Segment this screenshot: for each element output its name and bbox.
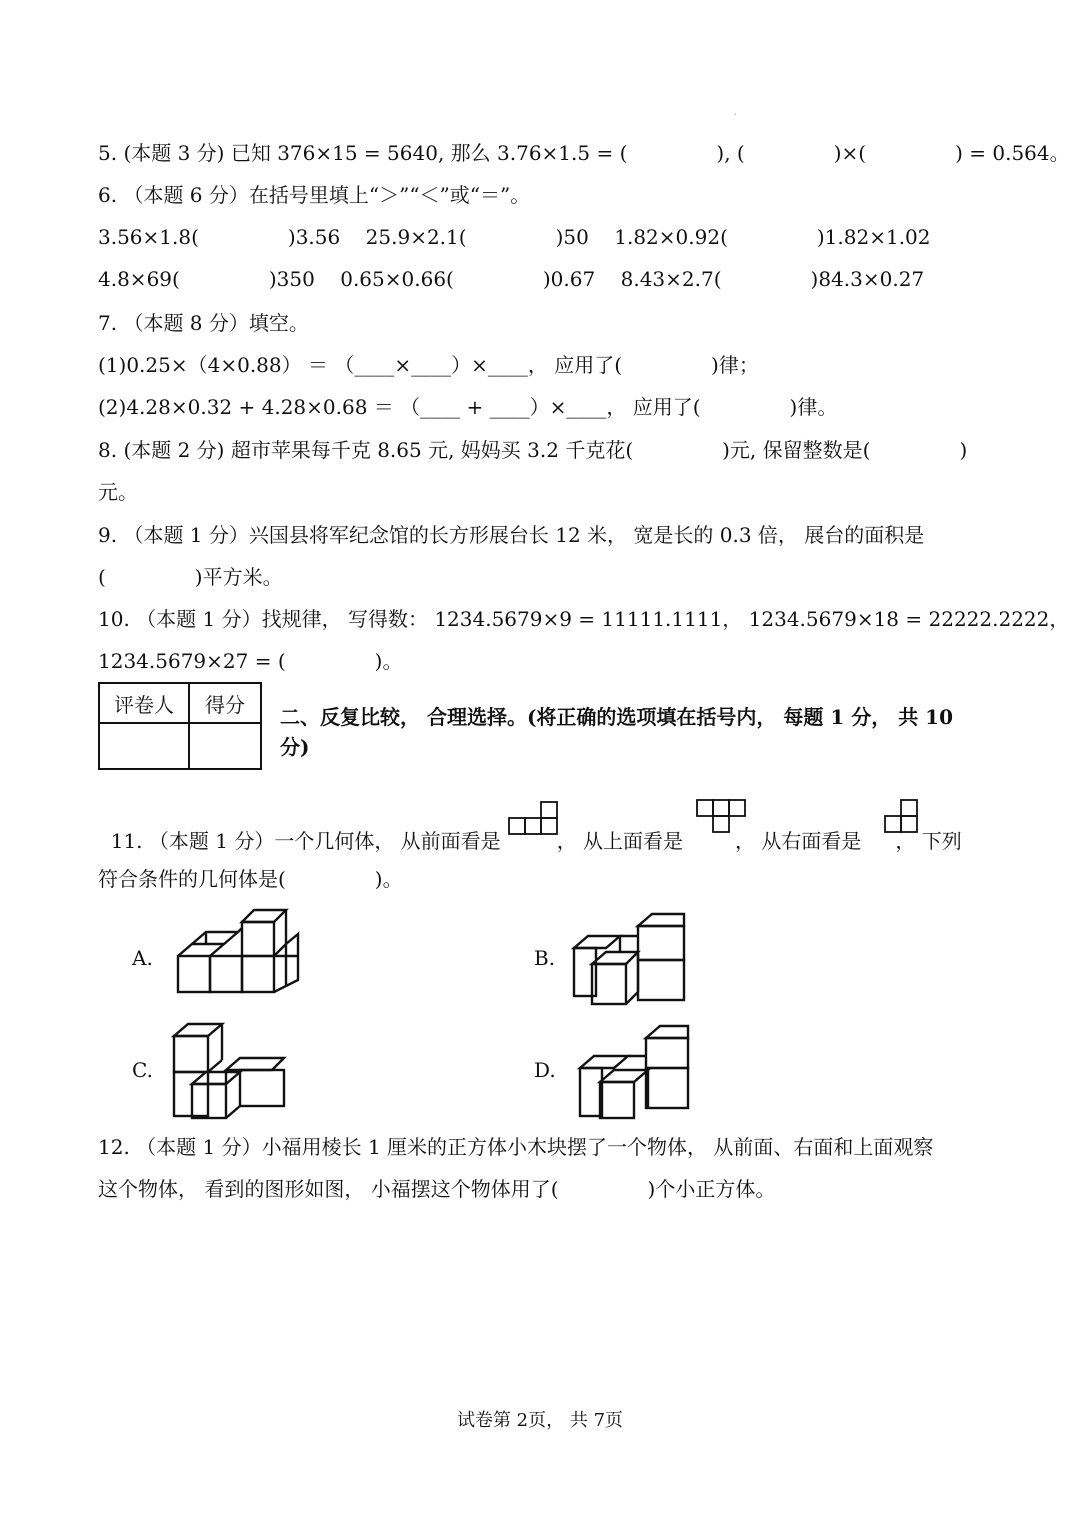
option-c-label: C.	[132, 1058, 153, 1082]
question-7-part-2: (2)4.28×0.32 + 4.28×0.68 ＝ （____ + ____）×____， 应用了( )律。	[98, 395, 838, 419]
section-2-title-line-1: 二、反复比较， 合理选择。(将正确的选项填在括号内， 每题 1 分， 共 10	[280, 705, 953, 729]
question-9-line-2: ( )平方米。	[98, 565, 283, 589]
front-view-figure	[508, 800, 562, 836]
scan-mark: '	[734, 112, 737, 121]
option-a-figure	[176, 908, 302, 996]
question-5: 5. (本题 3 分) 已知 376×15 = 5640, 那么 3.76×1.5 = ( ), ( )×( ) = 0.564。	[98, 141, 1070, 165]
option-d-label: D.	[534, 1058, 556, 1082]
right-view-figure	[884, 798, 920, 834]
question-7: 7. （本题 8 分）填空。	[98, 311, 309, 335]
question-6: 6. （本题 6 分）在括号里填上“＞”“＜”或“＝”。	[98, 183, 531, 207]
score-table-score-cell	[189, 723, 261, 769]
question-9-line-1: 9. （本题 1 分）兴国县将军纪念馆的长方形展台长 12 米， 宽是长的 0.3 倍， 展台的面积是	[98, 523, 925, 547]
question-11-text-4: ， 下列	[895, 829, 962, 853]
option-b-label: B.	[534, 946, 556, 970]
score-table	[98, 682, 262, 770]
page-footer: 试卷第 2页， 共 7页	[456, 1410, 624, 1431]
question-11-line-2: 符合条件的几何体是( )。	[98, 867, 403, 891]
section-2-title-line-2: 分)	[280, 735, 310, 759]
question-8-line-1: 8. (本题 2 分) 超市苹果每千克 8.65 元, 妈妈买 3.2 千克花( )元, 保留整数是( )	[98, 438, 968, 462]
question-12-line-2: 这个物体， 看到的图形如图， 小福摆这个物体用了( )个小正方体。	[98, 1177, 776, 1201]
option-a-label: A.	[132, 946, 153, 970]
top-view-figure	[696, 798, 750, 838]
question-7-part-1: (1)0.25×（4×0.88） ＝ （____×____）×____， 应用了( )律；	[98, 353, 759, 377]
score-table-grader-cell	[99, 723, 189, 769]
option-b-figure	[572, 912, 690, 1010]
question-12-line-1: 12. （本题 1 分）小福用棱长 1 厘米的正方体小木块摆了一个物体， 从前面、右面和上面观察	[98, 1135, 934, 1159]
question-10-line-2: 1234.5679×27 = ( )。	[98, 649, 403, 673]
question-6-row-2: 4.8×69( )350 0.65×0.66( )0.67 8.43×2.7( )84.3×0.27	[98, 267, 925, 291]
question-6-row-1: 3.56×1.8( )3.56 25.9×2.1( )50 1.82×0.92( )1.82×1.02	[98, 225, 931, 249]
question-11-text-2: ， 从上面看是	[556, 829, 684, 853]
score-table-score-header: 得分	[189, 683, 261, 723]
question-11-text-3: ， 从右面看是	[735, 829, 862, 853]
section-2-title	[280, 702, 980, 762]
question-11-text-1: 11. （本题 1 分）一个几何体， 从前面看是	[110, 829, 501, 853]
option-c-figure	[172, 1022, 288, 1122]
score-table-grader-header: 评卷人	[99, 683, 189, 723]
question-10-line-1: 10. （本题 1 分）找规律， 写得数： 1234.5679×9 = 11111.1111， 1234.5679×18 = 22222.2222，	[98, 607, 1070, 631]
question-8-line-2: 元。	[98, 480, 138, 504]
option-d-figure	[578, 1024, 694, 1124]
